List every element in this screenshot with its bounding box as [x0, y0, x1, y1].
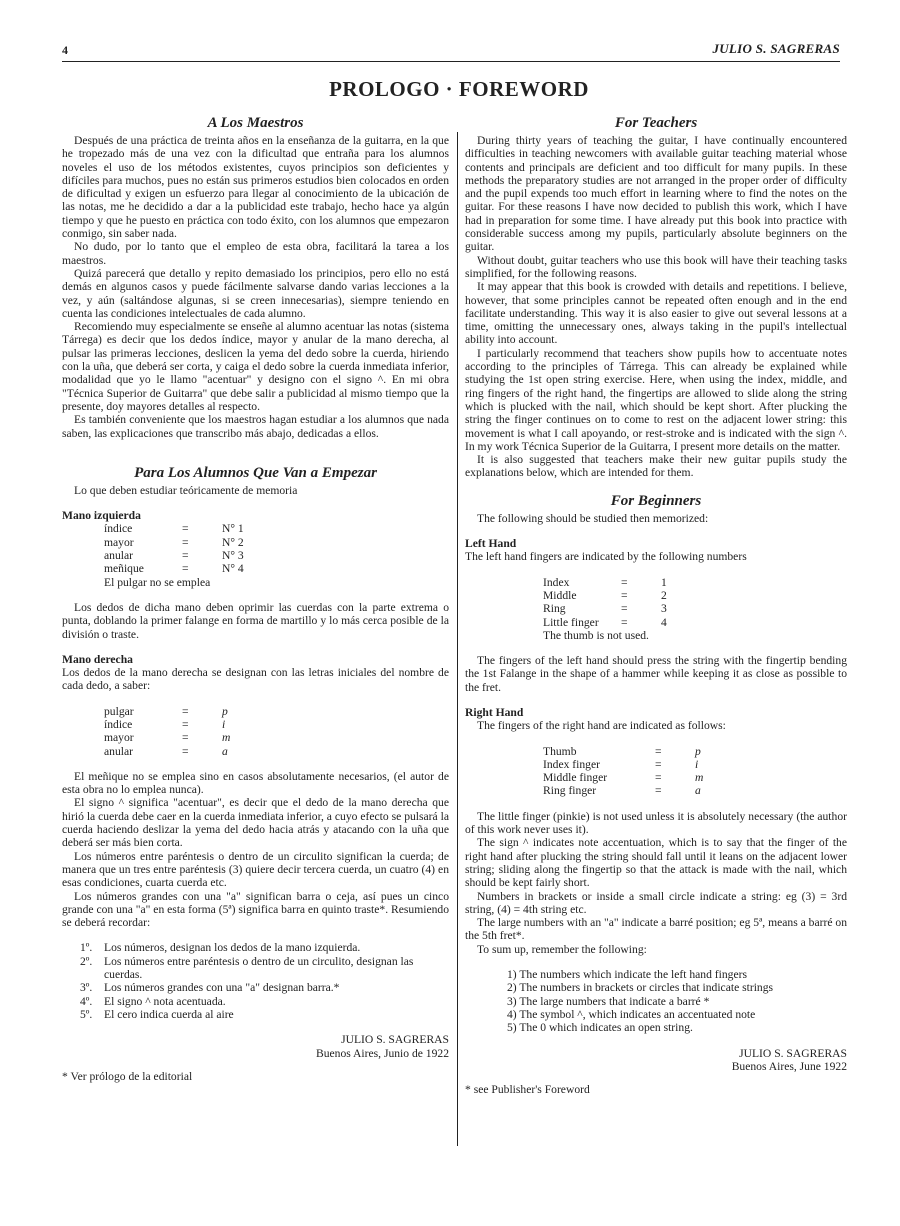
spanish-left-hand-table	[104, 522, 244, 588]
spanish-teachers-paragraph: Es también conveniente que los maestros hagan estudiar a los alumnos que nada saben, las explicaciones que transcribo más abajo, dedicadas a ellos.	[62, 413, 449, 440]
list-text: Los números grandes con una "a" designan barra.*	[104, 981, 340, 995]
equals-sign: =	[621, 615, 628, 629]
list-text: El signo ^ nota acentuada.	[104, 994, 226, 1008]
equals-sign: =	[182, 535, 189, 549]
page-title: PROLOGO · FOREWORD	[329, 77, 589, 101]
table-row	[104, 731, 230, 744]
thumb-note: El pulgar no se emplea	[104, 575, 211, 589]
table-row	[543, 589, 667, 602]
spanish-beginners-intro: Lo que deben estudiar teóricamente de memoria	[74, 483, 298, 497]
spanish-left-hand-heading: Mano izquierda	[62, 509, 141, 523]
english-signature-place: Buenos Aires, June 1922	[731, 1059, 847, 1073]
english-summary-list	[507, 968, 847, 1034]
finger-name: mayor	[104, 535, 134, 549]
page-header	[62, 40, 840, 60]
equals-sign: =	[182, 522, 189, 536]
table-row	[104, 745, 230, 758]
list-item	[80, 1008, 449, 1021]
finger-name: pulgar	[104, 704, 134, 718]
equals-sign: =	[182, 704, 189, 718]
finger-value: a	[695, 784, 701, 798]
spanish-right-hand-paragraph: El signo ^ significa "acentuar", es decir que el dedo de la mano derecha que hirió la cuerda debe caer en la cuerda inmediata inferior, a cuyo efecto se pulsará la cuerda haciendo deslizar la yema del dedo hacia atrás y atacando con la uña que deberá ser más bien corta.	[62, 796, 449, 850]
english-teachers-heading: For Teachers	[614, 115, 698, 131]
equals-sign: =	[182, 549, 189, 563]
finger-value: i	[695, 757, 699, 771]
finger-name: Ring finger	[543, 784, 597, 798]
list-item: 5) The 0 which indicates an open string.	[507, 1021, 693, 1035]
english-teachers-paragraph: It is also suggested that teachers make their new guitar pupils study the explanations below, which are intended for them.	[465, 453, 847, 480]
table-row	[543, 758, 703, 771]
spanish-right-hand-paragraph: Los números grandes con una "a" significan barra o ceja, así pues un cinco grande con una "a" en esta forma (5ª) significa barra en quinto traste*. Resumiendo se deberá recordar:	[62, 889, 449, 930]
list-item: 3) The large numbers that indicate a barré *	[507, 994, 710, 1008]
running-head: JULIO S. SAGRERAS	[712, 41, 840, 56]
finger-name: índice	[104, 522, 133, 536]
table-row	[543, 771, 703, 784]
header-rule	[62, 61, 840, 62]
finger-value: N° 1	[222, 522, 244, 536]
equals-sign: =	[655, 744, 662, 758]
finger-name: Index	[543, 575, 570, 589]
table-row	[104, 718, 230, 731]
finger-value: 3	[661, 602, 667, 616]
table-row	[104, 522, 244, 535]
english-right-hand-paragraph: Numbers in brackets or inside a small circle indicate a string: eg (3) = 3rd string, (4) = 4th string etc.	[465, 889, 847, 916]
finger-value: p	[222, 704, 228, 718]
spanish-footnote: * Ver prólogo de la editorial	[62, 1069, 193, 1083]
table-row	[543, 745, 703, 758]
spanish-beginners-heading: Para Los Alumnos Que Van a Empezar	[134, 464, 377, 481]
finger-value: 4	[661, 615, 667, 629]
equals-sign: =	[621, 588, 628, 602]
spanish-right-hand-heading: Mano derecha	[62, 652, 133, 666]
list-item: 4) The symbol ^, which indicates an accentuated note	[507, 1007, 756, 1021]
page-number: 4	[62, 43, 68, 57]
equals-sign: =	[655, 784, 662, 798]
spanish-teachers-paragraph: Recomiendo muy especialmente se enseñe al alumno acentuar las notas (sistema Tárrega) es decir que los dedos índice, mayor y anular de la mano derecha, al pulsar las primeras lecciones, deslicen la yema del dedo sobre la cuerda, hiriendo con la uña, que deberá ser corta, y caiga el dedo sobre la cuerda inmediata inferior, modalidad que yo le llamo "acentuar" y designo con el signo ^. En mi obra "Técnica Superior de Guitarra" que debe salir a publicidad al mismo tiempo que la presente, doy mayores detalles al respecto.	[62, 320, 449, 413]
equals-sign: =	[182, 744, 189, 758]
finger-value: N° 2	[222, 535, 244, 549]
list-text: El cero indica cuerda al aire	[104, 1007, 234, 1021]
finger-name: mayor	[104, 731, 134, 745]
spanish-right-hand-intro: Los dedos de la mano derecha se designan con las letras iniciales del nombre de cada dedo, a saber:	[62, 666, 449, 693]
english-signature-name: JULIO S. SAGRERAS	[739, 1046, 847, 1060]
finger-name: índice	[104, 717, 133, 731]
table-row	[543, 784, 703, 797]
spanish-teachers-paragraph: Después de una práctica de treinta años en la enseñanza de la guitarra, en la que he tropezado más de una vez con la dificultad que entraña para los alumnos noveles el uso de los métodos existentes, cuyos principios son deficientes y difíciles para muchos, pues no están sus primeros estudios bien colocados en orden de dificultad y exigen un esfuerzo para llegar al conocimiento de la ubicación de las notas, me he decidido a dar a la publicidad este trabajo, hecho hace ya algún tiempo y que he puesto en práctica con todo éxito, con los alumnos que empezaron conmigo, sin saber nada.	[62, 134, 449, 241]
list-item: 1) The numbers which indicate the left hand fingers	[507, 968, 747, 982]
column-divider	[457, 132, 458, 1146]
finger-value: i	[222, 717, 226, 731]
spanish-signature-place: Buenos Aires, Junio de 1922	[316, 1046, 449, 1060]
english-right-hand-intro: The fingers of the right hand are indicated as follows:	[477, 719, 726, 733]
finger-value: m	[222, 731, 231, 745]
equals-sign: =	[182, 717, 189, 731]
list-item	[80, 981, 449, 994]
equals-sign: =	[655, 771, 662, 785]
equals-sign: =	[182, 562, 189, 576]
finger-name: Thumb	[543, 744, 577, 758]
english-right-hand-paragraph: The large numbers with an "a" indicate a barré position; eg 5ª, means a barré on the 5th fret*.	[465, 916, 847, 943]
english-teachers-paragraph: I particularly recommend that teachers show pupils how to accentuate notes according to the principles of Tárrega. This can already be explained while studying the 1st open string exercise. Here, when using the index, middle, and ring fingers of the right hand, the fingertips are allowed to slide along the string which is plucked with the nail, which should be kept short. After plucking the string the finger continues on to come to rest on the adjacent lower string: this movement is what I call apoyando, or rest-stroke and is indicated with the sign ^. In my work Técnica Superior de la Guitarra, I present more details on the matter.	[465, 346, 847, 453]
spanish-right-hand-paragraph: Los números entre paréntesis o dentro de un circulito significan la cuerda; de manera que un tres entre paréntesis (3) quiere decir tercera cuerda, un cuatro (4) en esas condiciones, cuarta cuerda etc.	[62, 849, 449, 890]
spanish-teachers-paragraph: No dudo, por lo tanto que el empleo de esta obra, facilitará la tarea a los maestros.	[62, 240, 449, 267]
list-number: 5º.	[80, 1007, 93, 1021]
table-row	[543, 616, 667, 629]
list-number: 4º.	[80, 994, 93, 1008]
spanish-left-hand-paragraph: Los dedos de dicha mano deben oprimir las cuerdas con la parte extrema o punta, doblando la primer falange en forma de martillo y lo más cerca posible de la división o traste.	[62, 600, 449, 641]
english-teachers-paragraph: It may appear that this book is crowded with details and repetitions. I believe, however, that some principles cannot be repeated often enough and in the end facilitate understanding. This way it is also easier to give out several lessons at a time, omitting the unnecessary ones, always taking in the pupil's intellectual ability into account.	[465, 280, 847, 347]
english-right-hand-heading: Right Hand	[465, 705, 524, 719]
table-row	[104, 536, 244, 549]
finger-name: Ring	[543, 602, 566, 616]
list-number: 2º.	[80, 954, 93, 968]
list-number: 3º.	[80, 981, 93, 995]
english-right-hand-paragraph: To sum up, remember the following:	[477, 942, 647, 956]
table-row	[104, 576, 244, 589]
english-footnote: * see Publisher's Foreword	[465, 1083, 590, 1097]
spanish-summary-list	[80, 941, 449, 1021]
finger-value: 2	[661, 588, 667, 602]
finger-value: N° 3	[222, 549, 244, 563]
spanish-right-hand-paragraph: El meñique no se emplea sino en casos absolutamente necesarios, (el autor de esta obra no lo emplea nunca).	[62, 769, 449, 797]
table-row	[543, 602, 667, 615]
finger-value: p	[695, 744, 701, 758]
list-text: Los números entre paréntesis o dentro de un circulito, designan las cuerdas.	[104, 954, 414, 982]
list-item	[80, 941, 449, 954]
english-left-hand-heading: Left Hand	[465, 537, 517, 551]
finger-value: N° 4	[222, 562, 244, 576]
english-right-hand-paragraph: The little finger (pinkie) is not used unless it is absolutely necessary (the author of this work never uses it).	[465, 809, 847, 837]
table-row	[543, 629, 667, 642]
list-item	[80, 955, 449, 982]
spanish-right-hand-table	[104, 705, 230, 758]
list-text: Los números, designan los dedos de la mano izquierda.	[104, 941, 361, 955]
english-right-hand-table	[543, 745, 703, 798]
equals-sign: =	[621, 575, 628, 589]
finger-value: m	[695, 771, 704, 785]
list-item: 2) The numbers in brackets or circles that indicate strings	[507, 981, 774, 995]
finger-name: Middle	[543, 588, 577, 602]
english-right-hand-paragraph: The sign ^ indicates note accentuation, which is to say that the finger of the right hand after plucking the string should fall until it leans on the adjacent lower string; sliding along the fingertip so that the attack is made with the nail, which should be kept fairly short.	[465, 836, 847, 890]
english-column	[465, 114, 847, 1096]
finger-value: a	[222, 744, 228, 758]
equals-sign: =	[655, 757, 662, 771]
english-teachers-paragraph: During thirty years of teaching the guitar, I have continually encountered difficulties in teaching newcomers with available guitar teaching material whose contents and principals are deficient and too difficult for many pupils. In these methods the preparatory studies are not arranged in the proper order of difficulty and the pupil expends too much effort in learning where to find the notes on the guitar. For these reasons I have now decided to publish this work, which I have had in preparation for some time. I have already put this book into practice with considerable success among my pupils, particularly absolute beginners on the guitar.	[465, 134, 847, 254]
english-beginners-intro: The following should be studied then memorized:	[477, 511, 709, 525]
finger-name: meñique	[104, 562, 144, 576]
english-teachers-paragraph: Without doubt, guitar teachers who use this book will have their teaching tasks simplified, for the following reasons.	[465, 253, 847, 280]
spanish-signature-name: JULIO S. SAGRERAS	[341, 1033, 449, 1047]
finger-name: Little finger	[543, 615, 599, 629]
spanish-teachers-paragraph: Quizá parecerá que detallo y repito demasiado los principios, pero ello no está demás en algunos casos y puede fácilmente salvarse dando varias lecciones a la vez, y aún (saltándose algunas, si se creen innecesarias), siempre teniendo en cuenta las condiciones intelectuales de cada alumno.	[62, 266, 449, 320]
table-row	[104, 549, 244, 562]
english-left-hand-paragraph: The fingers of the left hand should press the string with the fingertip bending the 1st Falange in the shape of a hammer while keeping it as close as possible to the fret.	[465, 654, 847, 694]
table-row	[104, 705, 230, 718]
english-left-hand-intro: The left hand fingers are indicated by the following numbers	[465, 550, 747, 564]
thumb-note: The thumb is not used.	[543, 628, 649, 642]
table-row	[543, 576, 667, 589]
finger-name: anular	[104, 744, 133, 758]
list-item	[80, 995, 449, 1008]
finger-name: Index finger	[543, 757, 600, 771]
spanish-column	[62, 114, 449, 1083]
equals-sign: =	[182, 731, 189, 745]
finger-name: anular	[104, 549, 133, 563]
english-left-hand-table	[543, 576, 667, 642]
finger-name: Middle finger	[543, 771, 608, 785]
equals-sign: =	[621, 602, 628, 616]
english-beginners-heading: For Beginners	[610, 492, 702, 509]
table-row	[104, 562, 244, 575]
finger-value: 1	[661, 575, 667, 589]
list-number: 1º.	[80, 941, 93, 955]
spanish-teachers-heading: A Los Maestros	[207, 115, 304, 131]
